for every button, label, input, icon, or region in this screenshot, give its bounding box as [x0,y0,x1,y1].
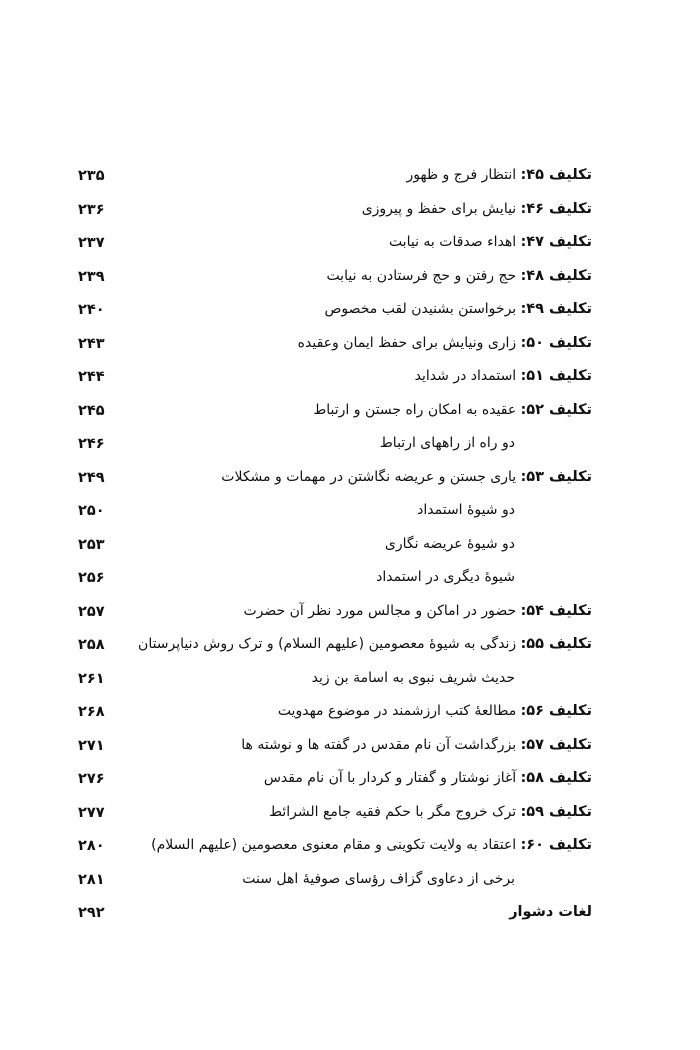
toc-page-number: ۲۷۱ [78,737,105,754]
toc-entry [298,332,592,354]
toc-row [0,566,700,600]
toc-page-number: ۲۵۸ [78,637,105,653]
toc-subentry [242,868,515,890]
toc-entry-label: تکلیف ۶۰ [526,837,592,853]
toc-entry-label: تکلیف ۴۶ [526,200,592,217]
toc-row [0,499,700,533]
toc-entry [362,198,592,220]
toc-entry [278,700,592,722]
toc-entry [509,901,592,923]
toc-row [0,667,700,701]
toc-entry [243,600,592,622]
toc-row [0,164,700,198]
toc-entry-label: تکلیف ۵۲ [526,401,592,418]
toc-entry-title: نیایش برای حفظ و پیروزی [361,200,517,217]
toc-entry-label: تکلیف ۵۵ [526,636,592,652]
toc-page-number: ۲۷۷ [78,804,105,821]
toc-entry [138,633,592,655]
toc-entry-title: حضور در اماکن و مجالس مورد نظر آن حضرت [243,602,517,619]
toc-page-number: ۲۷۶ [78,771,105,787]
toc-subentry [417,499,515,521]
toc-entry-label: تکلیف ۴۹ [526,301,592,317]
toc-page-number: ۲۳۶ [78,201,105,218]
toc-entry-title: ترک خروج مگر با حکم فقیه جامع الشرائط [269,803,517,820]
toc-page-number: ۲۵۰ [78,503,105,519]
toc-entry-title: زاری ونیایش برای حفظ ایمان وعقیده [297,334,517,351]
toc-subentry [380,432,515,454]
toc-row [0,365,700,399]
toc-entry-title: حج رفتن و حج فرستادن به نیابت [326,267,517,284]
toc-entry-separator: : [520,368,527,384]
toc-page-number: ۲۵۳ [78,536,105,553]
toc-page-number: ۲۸۰ [78,838,105,854]
toc-page-number: ۲۴۰ [78,302,105,318]
toc-row [0,834,700,868]
toc-entry-title: مطالعهٔ کتب ارزشمند در موضوع مهدویت [277,703,517,719]
toc-entry [241,734,592,756]
toc-entry-label: تکلیف ۵۰ [526,334,592,351]
toc-entry-title: دو راه از راههای ارتباط [379,435,515,451]
toc-entry-title: زندگی به شیوهٔ معصومین (علیهم السلام) و ترک روش دنیاپرستان [138,636,517,652]
toc-entry-label: تکلیف ۵۹ [526,803,592,820]
toc-entry-separator: : [520,736,527,753]
toc-entry-title: حدیث شریف نبوی به اسامة بن زید [311,669,515,686]
toc-row [0,466,700,500]
toc-entry-separator: : [520,167,527,183]
toc-page-number: ۲۳۵ [78,168,105,184]
toc-page-number: ۲۵۷ [78,603,105,620]
toc-entry [407,164,592,186]
toc-page-number: ۲۴۵ [78,402,105,419]
toc-entry-separator: : [520,602,527,619]
toc-entry-label: تکلیف ۵۷ [526,736,592,753]
toc-entry [151,834,592,856]
toc-entry [389,231,592,253]
toc-page-number: ۲۸۱ [78,871,105,888]
toc-entry-title: برخواستن بشنیدن لقب مخصوص [324,301,517,317]
toc-entry-label: تکلیف ۵۴ [526,602,592,619]
toc-entry-separator: : [520,301,527,317]
toc-row [0,734,700,768]
toc-row [0,801,700,835]
toc-entry-title: اعتقاد به ولایت تکوینی و مقام معنوی معصومین (علیهم السلام) [151,837,517,853]
toc-entry-label: تکلیف ۵۱ [526,368,592,384]
toc-page-number: ۲۶۱ [78,670,105,687]
toc-page-number: ۲۴۳ [78,335,105,352]
toc-page-number: ۲۴۶ [78,436,105,452]
toc-row [0,600,700,634]
toc-row [0,265,700,299]
toc-row [0,533,700,567]
toc-entry [269,801,592,823]
toc-row [0,700,700,734]
toc-subentry [376,566,515,588]
toc-entry-separator: : [520,468,527,485]
toc-subentry [385,533,515,555]
toc-entry-title: استمداد در شداید [414,368,517,384]
toc-row [0,231,700,265]
toc-entry-separator: : [520,703,527,719]
toc-page-number: ۲۴۹ [78,469,105,486]
toc-entry-title: بزرگداشت آن نام مقدس در گفته ها و نوشته ها [241,736,517,753]
toc-entry-separator: : [520,200,527,217]
toc-entry-title: شیوهٔ دیگری در استمداد [376,569,515,585]
toc-row [0,399,700,433]
toc-entry-title: برخی از دعاوی گزاف رؤسای صوفیهٔ اهل سنت [242,870,515,887]
toc-row [0,432,700,466]
toc-entry-title: یاری جستن و عریضه نگاشتن در مهمات و مشکلات [221,468,517,485]
toc-entry-title: انتظار فرج و ظهور [406,167,517,183]
toc-entry-separator: : [520,234,527,250]
toc-page-number: ۲۹۲ [78,905,105,921]
toc-entry-separator: : [520,803,527,820]
toc-page-number: ۲۳۷ [78,235,105,251]
toc-page-number: ۲۵۶ [78,570,105,586]
toc-entry [326,265,592,287]
toc-entry-label: تکلیف ۵۸ [526,770,592,786]
toc-row [0,633,700,667]
toc-entry-separator: : [520,837,527,853]
toc-entry-separator: : [520,770,527,786]
toc-entry [313,399,592,421]
toc-page-number: ۲۶۸ [78,704,105,720]
toc-entry-title: عقیده به امکان راه جستن و ارتباط [313,401,517,418]
toc-entry-separator: : [520,267,527,284]
toc-page-number: ۲۳۹ [78,268,105,285]
toc-entry-separator: : [520,401,527,418]
toc-entry-separator: : [520,334,527,351]
toc-row [0,767,700,801]
toc-row [0,198,700,232]
toc-entry-title: دو شیوهٔ عریضه نگاری [384,535,515,552]
toc-row [0,868,700,902]
toc-entry-title: اهداء صدقات به نیابت [388,234,517,250]
toc-entry-label: تکلیف ۴۷ [526,234,592,250]
toc-page-number: ۲۴۴ [78,369,105,385]
toc-entry-label: تکلیف ۴۸ [526,267,592,284]
toc-entry [221,466,592,488]
toc-entry-title: دو شیوهٔ استمداد [417,502,515,518]
toc-entry [415,365,592,387]
toc-entry-label: تکلیف ۵۳ [526,468,592,485]
toc-entry-label: تکلیف ۴۵ [526,167,592,183]
toc-row [0,298,700,332]
toc-entry-label: تکلیف ۵۶ [526,703,592,719]
table-of-contents [0,164,700,935]
toc-entry [324,298,592,320]
toc-entry-label: لغات دشوار [509,904,592,920]
toc-row [0,332,700,366]
toc-row [0,901,700,935]
toc-subentry [312,667,515,689]
toc-entry [264,767,592,789]
toc-entry-title: آغاز نوشتار و گفتار و کردار با آن نام مقدس [263,770,517,786]
toc-entry-separator: : [520,636,527,652]
